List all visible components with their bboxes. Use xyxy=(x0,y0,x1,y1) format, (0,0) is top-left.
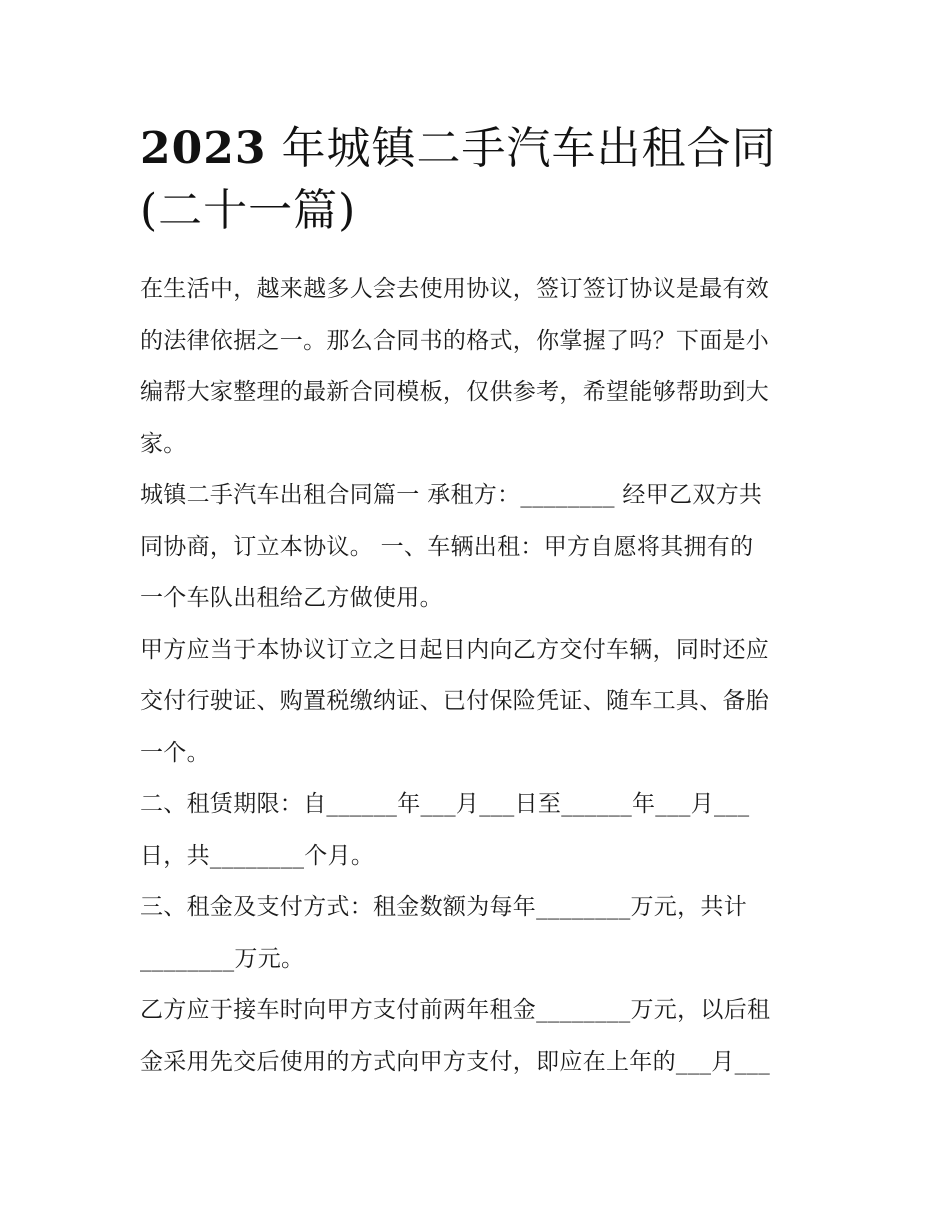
paragraph-line: 编帮大家整理的最新合同模板，仅供参考，希望能够帮助到大 xyxy=(140,379,770,405)
paragraph-line: 甲方应当于本协议订立之日起日内向乙方交付车辆，同时还应 xyxy=(140,636,770,663)
paragraph-line: 交付行驶证、购置税缴纳证、已付保险凭证、随车工具、备胎 xyxy=(140,688,770,714)
title-line-2: (二十一篇) xyxy=(140,185,357,236)
paragraph-line: 一个车队出租给乙方做使用。 xyxy=(140,585,443,611)
paragraph-contract-opening xyxy=(140,470,812,625)
paragraph-line: 二、租赁期限：自______年___月___日至______年___月___ xyxy=(140,791,750,817)
paragraph-line: 同协商，订立本协议。 一、车辆出租：甲方自愿将其拥有的 xyxy=(140,533,754,560)
paragraph-vehicle-delivery xyxy=(140,625,812,780)
paragraph-payment-schedule xyxy=(140,985,812,1088)
paragraph-lease-term xyxy=(140,779,812,882)
paragraph-line: ________万元。 xyxy=(140,945,305,972)
paragraph-line: 金采用先交后使用的方式向甲方支付，即应在上年的___月___ xyxy=(140,1048,770,1075)
paragraph-line: 的法律依据之一。那么合同书的格式，你掌握了吗？下面是小 xyxy=(140,327,770,354)
title-main-text: 年城镇二手汽车出租合同 xyxy=(266,123,777,174)
paragraph-line: 家。 xyxy=(140,430,187,457)
paragraph-intro xyxy=(140,264,812,470)
paragraph-line: 城镇二手汽车出租合同篇一 承租方：________ 经甲乙双方共 xyxy=(140,482,763,508)
paragraph-line: 在生活中，越来越多人会去使用协议，签订签订协议是最有效 xyxy=(140,276,770,302)
document-title xyxy=(140,118,812,242)
title-line-1 xyxy=(140,118,812,180)
paragraph-line: 日，共________个月。 xyxy=(140,842,375,869)
paragraph-rent-payment xyxy=(140,882,812,985)
document-content xyxy=(140,118,812,1088)
title-year: 2023 xyxy=(140,123,267,174)
paragraph-line: 乙方应于接车时向甲方支付前两年租金________万元，以后租 xyxy=(140,997,771,1023)
paragraph-line: 三、租金及支付方式：租金数额为每年________万元，共计 xyxy=(140,894,747,920)
paragraph-line: 一个。 xyxy=(140,739,210,766)
